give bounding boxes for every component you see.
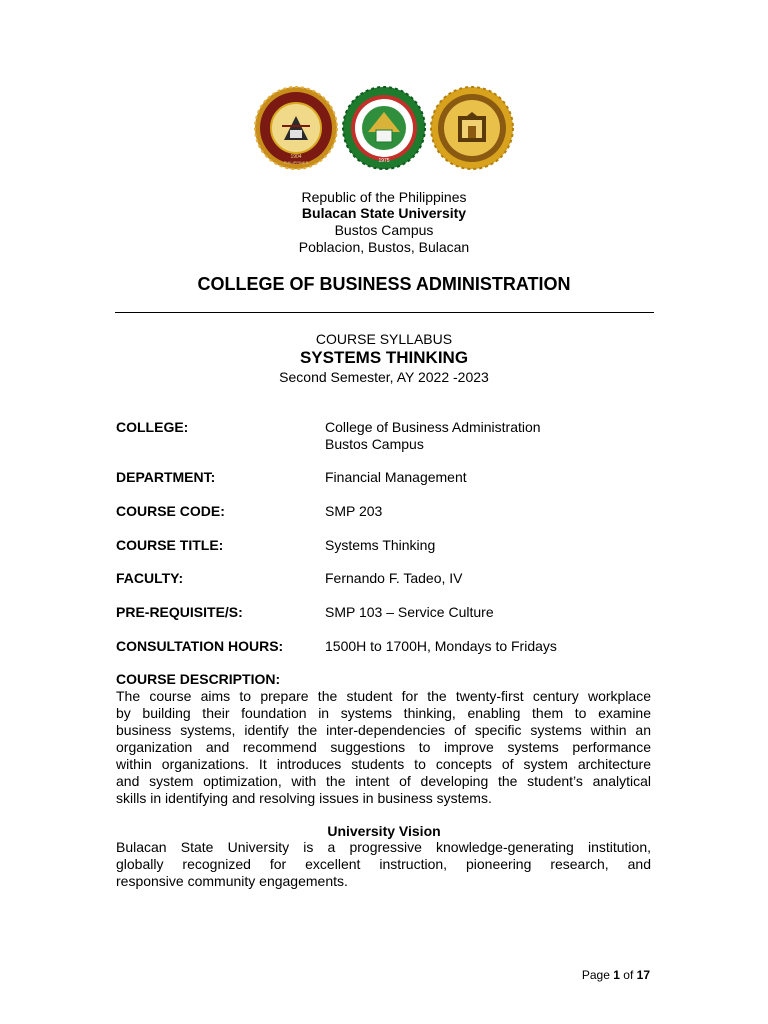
semester-term: Second Semester, AY 2022 -2023 [279,369,489,385]
department-label: DEPARTMENT: [116,469,216,485]
page-indicator [582,968,650,982]
vision-paragraph [116,839,651,890]
description-line: and system optimization, with the intent of developing the student’s analytical [116,773,651,789]
vision-line: Bulacan State University is a progressive knowledge-generating institution, [116,839,651,855]
syllabus-kind: COURSE SYLLABUS [315,331,453,347]
course-code-label: COURSE CODE: [116,503,225,519]
prerequisite-value: SMP 103 – Service Culture [325,604,494,620]
page-total: 17 [636,968,650,982]
vision-line: globally recognized for excellent instruction, pioneering research, and [116,856,651,872]
bustos-campus-seal-icon [342,86,426,170]
description-line: organization and recommend suggestions to improve systems performance [116,739,651,755]
description-line: The course aims to prepare the student for the twenty-first century workplace [116,688,651,704]
bulsu-seal-year: 1904 [290,154,302,160]
campus-name: Bustos Campus [334,222,434,238]
course-code-value: SMP 203 [325,503,383,519]
bustos-seal-year: 1975 [378,158,390,164]
bulsu-seal-country: PHILIPPINES [283,160,309,165]
bulsu-seal-icon [254,86,338,170]
consultation-value: 1500H to 1700H, Mondays to Fridays [325,638,557,654]
course-name: SYSTEMS THINKING [299,348,469,367]
of-word: of [623,968,634,982]
description-line: skills in identifying and resolving issues in business systems. [116,790,492,806]
description-line: within organizations. It introduces students to concepts of system architecture [116,756,651,772]
college-title: COLLEGE OF BUSINESS ADMINISTRATION [197,274,571,294]
college-campus-value: Bustos Campus [325,436,424,452]
faculty-value: Fernando F. Tadeo, IV [325,570,463,586]
vision-heading: University Vision [327,823,441,839]
course-title-label: COURSE TITLE: [116,537,224,553]
university-name: Bulacan State University [301,205,467,221]
prerequisite-label: PRE-REQUISITE/S: [116,604,243,620]
department-value: Financial Management [325,469,467,485]
description-paragraph [116,688,651,807]
page-number: 1 [613,968,620,982]
consultation-label: CONSULTATION HOURS: [116,638,284,654]
description-line: business systems, identify the inter-dependencies of specific systems within an [116,722,651,738]
faculty-label: FACULTY: [116,570,184,586]
vision-line: responsive community engagements. [116,873,348,889]
campus-address: Poblacion, Bustos, Bulacan [298,239,470,255]
cba-seal-icon [430,86,514,170]
page-word: Page [581,968,610,982]
description-heading: COURSE DESCRIPTION: [116,671,281,687]
header-divider [115,312,654,313]
college-label: COLLEGE: [116,419,189,435]
course-title-value: Systems Thinking [325,537,436,553]
college-value: College of Business Administration [325,419,541,435]
description-line: by building their foundation in systems thinking, enabling them to examine [116,705,651,721]
republic-line: Republic of the Philippines [301,189,467,205]
